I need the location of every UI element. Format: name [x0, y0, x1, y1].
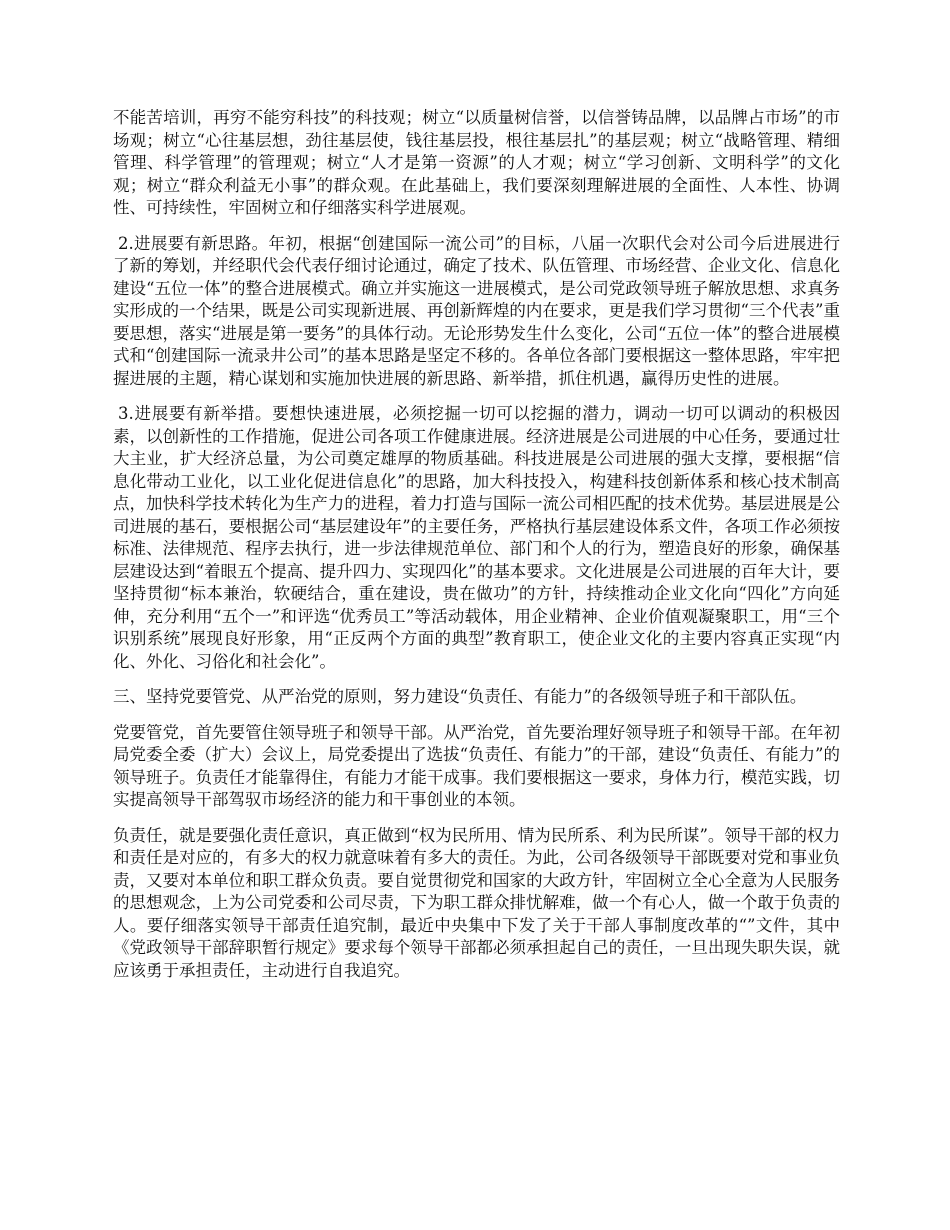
paragraph-responsibility: 负责任，就是要强化责任意识，真正做到“权为民所用、情为民所系、利为民所谋”。领导干部的权力和责任是对应的，有多大的权力就意味着有多大的责任。为此，公司各级领导干部既要对党和事业负责，又要对本单位和职工群众负责。要自觉贯彻党和国家的大政方针，牢固树立全心全意为人民服务的思想观念，上为公司党委和公司尽责，下为职工群众排忧解难，做一个有心人，做一个敢于负责的人。要仔细落实领导干部责任追究制，最近中央集中下发了关于干部人事制度改革的“”文件，其中《党政领导干部辞职暂行规定》要求每个领导干部都必须承担起自己的责任，一旦出现失职失误，就应该勇于承担责任，主动进行自我追究。 — [113, 825, 840, 980]
paragraph-new-ideas: 2.进展要有新思路。年初，根据“创建国际一流公司”的目标，八届一次职代会对公司今后进展进行了新的筹划，并经职代会代表仔细讨论通过，确定了技术、队伍管理、市场经营、企业文化、信息化建设“五位一体”的整合进展模式。确立并实施这一进展模式，是公司党政领导班子解放思想、求真务实形成的一个结果，既是公司实现新进展、再创新辉煌的内在要求，更是我们学习贯彻“三个代表”重要思想，落实“进展是第一要务”的具体行动。无论形势发生什么变化，公司“五位一体”的整合进展模式和“创建国际一流录井公司”的基本思路是坚定不移的。各单位各部门要根据这一整体思路，牢牢把握进展的主题，精心谋划和实施加快进展的新思路、新举措，抓住机遇，赢得历史性的进展。 — [113, 233, 840, 388]
section-heading-party-discipline: 三、坚持党要管党、从严治党的原则，努力建设“负责任、有能力”的各级领导班子和干部队伍。 — [113, 687, 807, 706]
paragraph-new-measures: 3.进展要有新举措。要想快速进展，必须挖掘一切可以挖掘的潜力，调动一切可以调动的积极因素，以创新性的工作措施，促进公司各项工作健康进展。经济进展是公司进展的中心任务，要通过壮大主业，扩大经济总量，为公司奠定雄厚的物质基础。科技进展是公司进展的强大支撑，要根据“信息化带动工业化，以工业化促进信息化”的思路，加大科技投入，构建科技创新体系和核心技术制高点，加快科学技术转化为生产力的进程，着力打造与国际一流公司相匹配的技术优势。基层进展是公司进展的基石，要根据公司“基层建设年”的主要任务，严格执行基层建设体系文件，各项工作必须按标准、法律规范、程序去执行，进一步法律规范单位、部门和个人的行为，塑造良好的形象，确保基层建设达到“着眼五个提高、提升四力、实现四化”的基本要求。文化进展是公司进展的百年大计，要坚持贯彻“标本兼治，软硬结合，重在建设，贵在做功”的方针，持续推动企业文化向“四化”方向延伸，充分利用“五个一”和评选“优秀员工”等活动载体，用企业精神、企业价值观凝聚职工，用“三个识别系统”展现良好形象，用“正反两个方面的典型”教育职工，使企业文化的主要内容真正实现“内化、外化、习俗化和社会化”。 — [113, 404, 840, 671]
document-page — [113, 107, 840, 995]
paragraph-worldview-list: 不能苦培训，再穷不能穷科技”的科技观；树立“以质量树信誉，以信誉铸品牌，以品牌占市场”的市场观；树立“心往基层想，劲往基层使，钱往基层投，根往基层扎”的基层观；树立“战略管理、精细管理、科学管理”的管理观；树立“人才是第一资源”的人才观；树立“学习创新、文明科学”的文化观；树立“群众利益无小事”的群众观。在此基础上，我们要深刻理解进展的全面性、人本性、协调性、可持续性，牢固树立和仔细落实科学进展观。 — [113, 108, 840, 217]
paragraph-leadership-teams: 党要管党，首先要管住领导班子和领导干部。从严治党，首先要治理好领导班子和领导干部。在年初局党委全委（扩大）会议上，局党委提出了选拔“负责任、有能力”的干部，建设“负责任、有能力”的领导班子。负责任才能靠得住，有能力才能干成事。我们要根据这一要求，身体力行，模范实践，切实提高领导干部驾驭市场经济的能力和干事创业的本领。 — [113, 722, 840, 809]
